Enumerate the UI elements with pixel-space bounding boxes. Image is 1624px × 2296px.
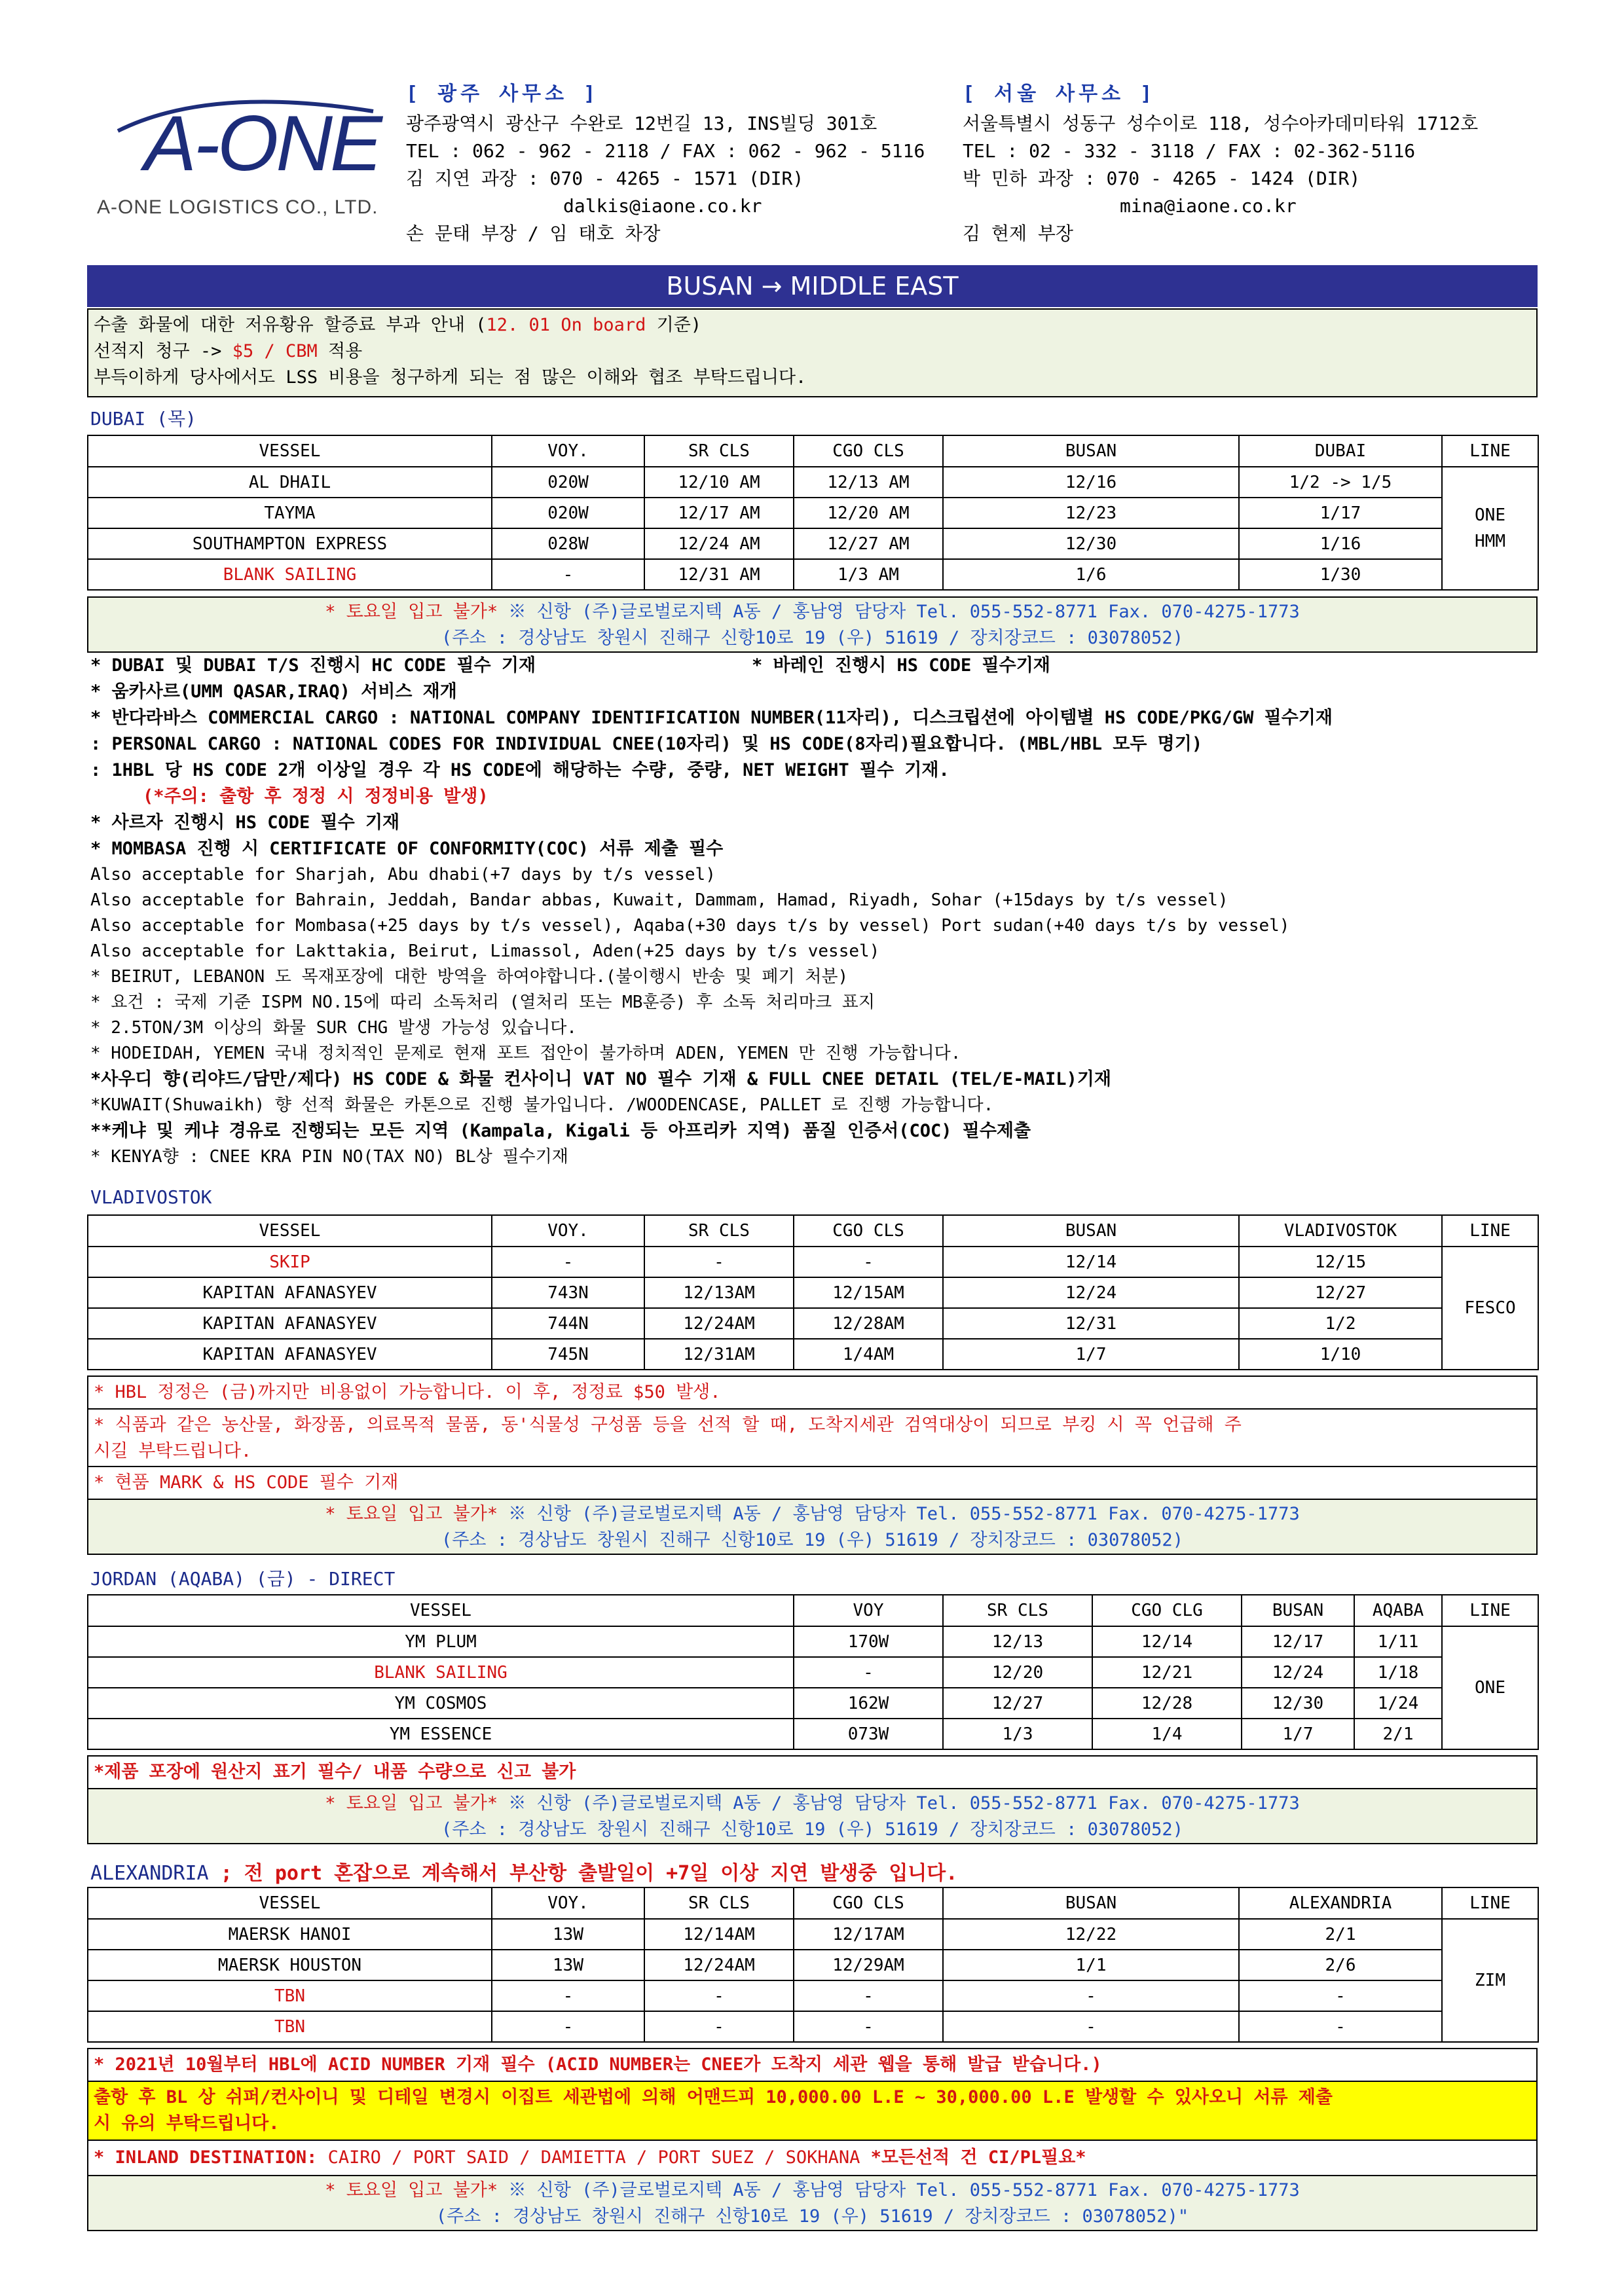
amend-line1: 출항 후 BL 상 쉬퍼/컨사이니 및 디테일 변경시 이집트 세관법에 의해 어맨드피 10,000.00 L.E ~ 30,000.00 L.E 발생할 수 있사오니 서류 제출 [94,2087,1333,2107]
cgo-cls-cell: 12/20 AM [794,498,943,528]
dubai-sinhang-box [87,596,1538,653]
voy-cell: - [492,559,644,590]
mark-note-mid: MARK & HS CODE [159,1472,309,1493]
alexandria-schedule-table [87,1887,1539,2043]
vessel-cell: SKIP [88,1247,492,1277]
seoul-address: 서울특별시 성동구 성수이로 118, 성수아카데미타워 1712호 [963,113,1479,134]
sr-cls-cell: 12/20 [943,1657,1092,1688]
vessel-cell: KAPITAN AFANASYEV [88,1277,492,1308]
voy-cell: 13W [492,1950,644,1980]
busan-cell: 12/31 [943,1308,1239,1339]
col-vladivostok: VLADIVOSTOK [1239,1215,1442,1247]
saturday-warning: * 토요일 입고 불가* [325,1504,498,1524]
vladivostok-note-quarantine [87,1408,1538,1467]
col-dubai: DUBAI [1239,435,1442,467]
busan-cell: 1/7 [943,1339,1239,1370]
sr-cls-cell: - [644,1980,794,2011]
note-line: * 움카사르(UMM QASAR,IRAQ) 서비스 재개 [90,682,457,702]
table-row [88,1980,1538,2011]
col-cgo-cls: CGO CLS [794,435,943,467]
voy-cell: 073W [794,1719,943,1749]
sr-cls-cell: 12/14AM [644,1919,794,1950]
col-line: LINE [1442,435,1538,467]
table-row [88,1626,1538,1657]
vladivostok-note-mark [87,1466,1538,1500]
voy-cell: - [492,1980,644,2011]
cgo-clg-cell: 12/21 [1092,1657,1242,1688]
table-row [88,498,1538,528]
seoul-contact: 박 민하 과장 : 070 - 4265 - 1424 (DIR) [963,168,1361,189]
mark-note-pre: * 현품 [94,1472,160,1493]
busan-cell: 12/17 [1242,1626,1354,1657]
col-busan: BUSAN [1242,1595,1354,1626]
table-row [88,1277,1538,1308]
dest-cell: 12/15 [1239,1247,1442,1277]
busan-cell: - [943,2011,1239,2042]
vessel-cell: AL DHAIL [88,467,492,498]
alexandria-note-inland [87,2140,1538,2176]
sr-cls-cell: 12/17 AM [644,498,794,528]
dest-cell: 1/17 [1239,498,1442,528]
inland-destinations: CAIRO / PORT SAID / DAMIETTA / PORT SUEZ / SOKHANA [327,2147,871,2168]
sr-cls-cell: 12/31 AM [644,559,794,590]
dest-cell: 1/16 [1239,528,1442,559]
lss-notice [87,308,1538,397]
busan-cell: 12/24 [943,1277,1239,1308]
note-line: * MOMBASA 진행 시 CERTIFICATE OF CONFORMITY(COC) 서류 제출 필수 [90,839,724,859]
lss-line2-post: 적용 [317,341,363,361]
dest-cell: 12/27 [1239,1277,1442,1308]
company-logo [92,92,399,236]
busan-cell: 12/30 [1242,1688,1354,1719]
sinhang-address: (주소 : 경상남도 창원시 진해구 신항10로 19 (우) 51619 / 장치장코드 : 03078052) [441,1819,1183,1840]
table-header-row [88,1215,1538,1247]
alexandria-delay-warning: ; 전 port 혼잡으로 계속해서 부산항 출발일이 +7일 이상 지연 발생중 입니다. [220,1862,958,1885]
busan-cell: 1/7 [1242,1719,1354,1749]
gwangju-tel: TEL : 062 - 962 - 2118 / FAX : 062 - 962 - 5116 [406,140,925,162]
table-row [88,1719,1538,1749]
col-sr-cls: SR CLS [943,1595,1092,1626]
note-line: Also acceptable for Lakttakia, Beirut, Limassol, Aden(+25 days by t/s vessel) [90,941,880,961]
voy-cell: 162W [794,1688,943,1719]
col-sr-cls: SR CLS [644,1215,794,1247]
vessel-cell: KAPITAN AFANASYEV [88,1339,492,1370]
col-line: LINE [1442,1887,1538,1919]
note-line [90,653,1538,679]
gwangju-office [406,77,925,247]
col-vessel: VESSEL [88,435,492,467]
voy-cell: 020W [492,467,644,498]
dest-cell: 2/1 [1239,1919,1442,1950]
voy-cell: 020W [492,498,644,528]
note-line: * KENYA향 : CNEE KRA PIN NO(TAX NO) BL상 필수기재 [90,1147,568,1167]
lss-line1-red: 12. 01 On board [486,315,646,335]
dest-cell: 2/1 [1354,1719,1442,1749]
cgo-cls-cell: 12/13 AM [794,467,943,498]
busan-cell: 12/24 [1242,1657,1354,1688]
cgo-cls-cell: 12/17AM [794,1919,943,1950]
table-header-row [88,1887,1538,1919]
sinhang-address: (주소 : 경상남도 창원시 진해구 신항10로 19 (우) 51619 / 장치장코드 : 03078052) [441,1530,1183,1550]
col-voy: VOY. [492,1215,644,1247]
col-busan: BUSAN [943,1215,1239,1247]
table-row [88,1688,1538,1719]
jordan-sinhang-box [87,1788,1538,1844]
sinhang-address: (주소 : 경상남도 창원시 진해구 신항10로 19 (우) 51619 / 장치장코드 : 03078052)" [435,2206,1189,2227]
gwangju-managers: 손 문태 부장 / 임 태호 차장 [406,223,661,244]
sr-cls-cell: 12/13 [943,1626,1092,1657]
cgo-cls-cell: 12/15AM [794,1277,943,1308]
quarantine-line1: * 식품과 같은 농산물, 화장품, 의료목적 물품, 동'식물성 구성품 등을 선적 할 때, 도착지세관 검역대상이 되므로 부킹 시 꼭 언급해 주 [94,1415,1242,1435]
table-row [88,1950,1538,1980]
jordan-title: JORDAN (AQABA) (금) - DIRECT [90,1568,396,1590]
vessel-cell: BLANK SAILING [88,1657,794,1688]
voy-cell: 13W [492,1919,644,1950]
sr-cls-cell: 12/31AM [644,1339,794,1370]
dubai-title: DUBAI (목) [90,408,196,429]
cgo-cls-cell: - [794,1980,943,2011]
note-line: *사우디 향(리야드/담만/제다) HS CODE & 화물 컨사이니 VAT NO 필수 기재 & FULL CNEE DETAIL (TEL/E-MAIL)기재 [90,1069,1111,1089]
dest-cell: 1/24 [1354,1688,1442,1719]
col-aqaba: AQABA [1354,1595,1442,1626]
saturday-warning: * 토요일 입고 불가* [325,1793,498,1813]
alexandria-sinhang-box [87,2175,1538,2231]
sr-cls-cell: 12/13AM [644,1277,794,1308]
dest-cell: 1/11 [1354,1626,1442,1657]
line-one: ONE [1475,505,1505,525]
busan-cell: 12/16 [943,467,1239,498]
vladivostok-sinhang-box [87,1499,1538,1555]
saturday-warning: * 토요일 입고 불가* [325,602,498,622]
amend-line2: 시 유의 부탁드립니다. [94,2113,280,2134]
sr-cls-cell: 12/27 [943,1688,1092,1719]
vessel-cell: MAERSK HOUSTON [88,1950,492,1980]
cgo-clg-cell: 1/4 [1092,1719,1242,1749]
gwangju-title: [ 광주 사무소 ] [406,82,600,105]
quarantine-line2: 시길 부탁드립니다. [94,1441,252,1461]
note-line: Also acceptable for Sharjah, Abu dhabi(+7 days by t/s vessel) [90,865,716,884]
dest-cell: 1/2 -> 1/5 [1239,467,1442,498]
busan-cell: 1/6 [943,559,1239,590]
dubai-notes [90,653,1538,1170]
vessel-cell: BLANK SAILING [88,559,492,590]
note-line: * 요건 : 국제 기준 ISPM NO.15에 따리 소독처리 (열처리 또는 MB훈증) 후 소독 처리마크 표지 [90,993,875,1012]
dest-cell: - [1239,2011,1442,2042]
seoul-email[interactable]: mina@iaone.co.kr [1120,195,1297,217]
sr-cls-cell: - [644,2011,794,2042]
line-hmm: HMM [1475,532,1505,551]
logo-text: A-ONE [144,100,380,187]
table-row [88,1919,1538,1950]
cgo-clg-cell: 12/14 [1092,1626,1242,1657]
vessel-cell: SOUTHAMPTON EXPRESS [88,528,492,559]
alexandria-note-amend [87,2081,1538,2141]
route-title-bar: BUSAN → MIDDLE EAST [87,265,1538,307]
line-cell: ZIM [1442,1919,1538,2042]
vessel-cell: KAPITAN AFANASYEV [88,1308,492,1339]
col-voy: VOY [794,1595,943,1626]
vladivostok-title: VLADIVOSTOK [90,1186,212,1208]
lss-line1-pre: 수출 화물에 대한 저유황유 할증료 부과 안내 ( [94,315,487,335]
sr-cls-cell: 1/3 [943,1719,1092,1749]
col-busan: BUSAN [943,1887,1239,1919]
col-busan: BUSAN [943,435,1239,467]
busan-cell: - [943,1980,1239,2011]
vessel-cell: YM ESSENCE [88,1719,794,1749]
table-header-row [88,1595,1538,1626]
voy-cell: 028W [492,528,644,559]
table-header-row [88,435,1538,467]
lss-line2-red: $5 / CBM [232,341,318,361]
vessel-cell: TBN [88,1980,492,2011]
note-line: : PERSONAL CARGO : NATIONAL CODES FOR INDIVIDUAL CNEE(10자리) 및 HS CODE(8자리)필요합니다. (MBL/HBL 모두 명기) [90,734,1203,754]
gwangju-address: 광주광역시 광산구 수완로 12번길 13, INS빌딩 301호 [406,113,877,134]
vladivostok-schedule-table [87,1214,1539,1370]
col-cgo-cls: CGO CLS [794,1215,943,1247]
col-vessel: VESSEL [88,1595,794,1626]
dest-cell: 1/30 [1239,559,1442,590]
vessel-cell: MAERSK HANOI [88,1919,492,1950]
dest-cell: - [1239,1980,1442,2011]
cgo-cls-cell: 1/4AM [794,1339,943,1370]
busan-cell: 12/30 [943,528,1239,559]
sr-cls-cell: 12/24AM [644,1950,794,1980]
busan-cell: 1/1 [943,1950,1239,1980]
gwangju-email[interactable]: dalkis@iaone.co.kr [563,195,762,217]
table-row [88,528,1538,559]
inland-pre: * INLAND DESTINATION: [94,2147,328,2168]
dest-cell: 1/18 [1354,1657,1442,1688]
logo-subtitle: A-ONE LOGISTICS CO., LTD. [97,196,378,218]
col-sr-cls: SR CLS [644,435,794,467]
note-line: * BEIRUT, LEBANON 도 목재포장에 대한 방역을 하여야합니다.(불이행시 반송 및 폐기 처분) [90,967,849,987]
dest-cell: 2/6 [1239,1950,1442,1980]
vladivostok-note-hbl: * HBL 정정은 (금)까지만 비용없이 가능합니다. 이 후, 정정료 $50 발생. [87,1376,1538,1410]
seoul-tel: TEL : 02 - 332 - 3118 / FAX : 02-362-5116 [963,140,1416,162]
alexandria-note-acid: * 2021년 10월부터 HBL에 ACID NUMBER 기재 필수 (ACID NUMBER는 CNEE가 도착지 세관 웹을 통해 발급 받습니다.) [87,2048,1538,2082]
sinhang-contact: ※ 신항 (주)글로벌로지텍 A동 / 홍남영 담당자 Tel. 055-552-8771 Fax. 070-4275-1773 [498,1793,1300,1813]
lss-line2-pre: 선적지 청구 -> [94,341,232,361]
table-row [88,2011,1538,2042]
col-line: LINE [1442,1215,1538,1247]
note-line: Also acceptable for Mombasa(+25 days by t/s vessel), Aqaba(+30 days t/s by vessel) Port sudan(+40 days t/s by vessel) [90,916,1290,936]
col-voy: VOY. [492,435,644,467]
busan-cell: 12/22 [943,1919,1239,1950]
note-dubai-hs: * DUBAI 및 DUBAI T/S 진행시 HC CODE 필수 기재 [90,655,536,676]
seoul-managers: 김 현제 부장 [963,223,1073,244]
cgo-cls-cell: - [794,1247,943,1277]
sinhang-contact: ※ 신항 (주)글로벌로지텍 A동 / 홍남영 담당자 Tel. 055-552-8771 Fax. 070-4275-1773 [498,602,1300,622]
busan-cell: 12/23 [943,498,1239,528]
alexandria-name: ALEXANDRIA [90,1862,221,1885]
col-line: LINE [1442,1595,1538,1626]
note-line: *KUWAIT(Shuwaikh) 향 선적 화물은 카톤으로 진행 불가입니다. /WOODENCASE, PALLET 로 진행 가능합니다. [90,1095,994,1115]
col-cgo-cls: CGO CLS [794,1887,943,1919]
voy-cell: 743N [492,1277,644,1308]
vessel-cell: TBN [88,2011,492,2042]
note-warning: (*주의: 출항 후 정정 시 정정비용 발생) [143,786,489,807]
note-line: Also acceptable for Bahrain, Jeddah, Bandar abbas, Kuwait, Dammam, Hamad, Riyadh, Sohar (+15days by t/s vessel) [90,890,1228,910]
jordan-schedule-table [87,1594,1539,1750]
col-vessel: VESSEL [88,1215,492,1247]
col-sr-cls: SR CLS [644,1887,794,1919]
seoul-office [963,77,1478,247]
table-row [88,559,1538,590]
cgo-cls-cell: 12/28AM [794,1308,943,1339]
mark-note-post: 필수 기재 [308,1472,399,1493]
dubai-schedule-table [87,435,1539,591]
cgo-cls-cell: - [794,2011,943,2042]
table-row [88,1657,1538,1688]
gwangju-contact: 김 지연 과장 : 070 - 4265 - 1571 (DIR) [406,168,804,189]
note-line: * HODEIDAH, YEMEN 국내 정치적인 문제로 현재 포트 접안이 불가하며 ADEN, YEMEN 만 진행 가능합니다. [90,1044,961,1063]
sr-cls-cell: 12/24AM [644,1308,794,1339]
sinhang-contact: ※ 신항 (주)글로벌로지텍 A동 / 홍남영 담당자 Tel. 055-552-8771 Fax. 070-4275-1773 [498,2180,1300,2200]
table-row [88,1339,1538,1370]
cgo-clg-cell: 12/28 [1092,1688,1242,1719]
voy-cell: - [492,2011,644,2042]
vessel-cell: TAYMA [88,498,492,528]
voy-cell: 744N [492,1308,644,1339]
note-line: : 1HBL 당 HS CODE 2개 이상일 경우 각 HS CODE에 해당하는 수량, 중량, NET WEIGHT 필수 기재. [90,760,950,780]
col-cgo-clg: CGO CLG [1092,1595,1242,1626]
sr-cls-cell: 12/24 AM [644,528,794,559]
voy-cell: 170W [794,1626,943,1657]
dest-cell: 1/10 [1239,1339,1442,1370]
vessel-cell: YM COSMOS [88,1688,794,1719]
note-bahrain-hs: * 바레인 진행시 HS CODE 필수기재 [752,655,1050,676]
col-alexandria: ALEXANDRIA [1239,1887,1442,1919]
sinhang-address: (주소 : 경상남도 창원시 진해구 신항10로 19 (우) 51619 / 장치장코드 : 03078052) [441,628,1183,648]
sinhang-contact: ※ 신항 (주)글로벌로지텍 A동 / 홍남영 담당자 Tel. 055-552-8771 Fax. 070-4275-1773 [498,1504,1300,1524]
cgo-cls-cell: 12/29AM [794,1950,943,1980]
sr-cls-cell: 12/10 AM [644,467,794,498]
note-line: * 사르자 진행시 HS CODE 필수 기재 [90,812,400,833]
voy-cell: - [492,1247,644,1277]
note-line: **케냐 및 케냐 경유로 진행되는 모든 지역 (Kampala, Kigali 등 아프리카 지역) 품질 인증서(COC) 필수제출 [90,1121,1031,1141]
table-row [88,467,1538,498]
line-cell: FESCO [1442,1247,1538,1370]
note-line: * 2.5TON/3M 이상의 화물 SUR CHG 발생 가능성 있습니다. [90,1018,577,1038]
alexandria-title [90,1857,957,1886]
cgo-cls-cell: 1/3 AM [794,559,943,590]
busan-cell: 12/14 [943,1247,1239,1277]
seoul-title: [ 서울 사무소 ] [963,82,1156,105]
dest-cell: 1/2 [1239,1308,1442,1339]
saturday-warning: * 토요일 입고 불가* [325,2180,498,2200]
table-row [88,1247,1538,1277]
voy-cell: 745N [492,1339,644,1370]
col-voy: VOY. [492,1887,644,1919]
sr-cls-cell: - [644,1247,794,1277]
note-line: * 반다라바스 COMMERCIAL CARGO : NATIONAL COMPANY IDENTIFICATION NUMBER(11자리), 디스크립션에 아이템별 HS CODE/PKG/GW 필수기재 [90,708,1333,728]
line-cell [1442,467,1538,590]
jordan-note: *제품 포장에 원산지 표기 필수/ 내품 수량으로 신고 불가 [87,1755,1538,1789]
voy-cell: - [794,1657,943,1688]
table-row [88,1308,1538,1339]
lss-line3: 부득이하게 당사에서도 LSS 비용을 청구하게 되는 점 많은 이해와 협조 부탁드립니다. [94,367,807,388]
vessel-cell: YM PLUM [88,1626,794,1657]
cgo-cls-cell: 12/27 AM [794,528,943,559]
inland-post: *모든선적 건 CI/PL필요* [870,2147,1086,2168]
line-cell: ONE [1442,1626,1538,1749]
lss-line1-post: 기준) [646,315,702,335]
col-vessel: VESSEL [88,1887,492,1919]
